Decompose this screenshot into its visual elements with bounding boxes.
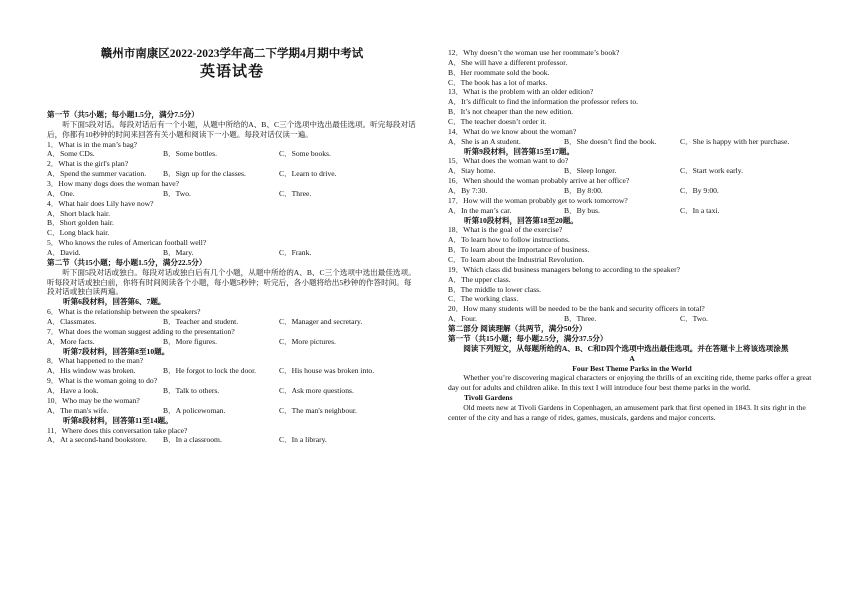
exam-title: 赣州市南康区2022-2023学年高二下学期4月期中考试 (100, 48, 364, 60)
question-14: 14．What do we know about the woman? (448, 126, 577, 136)
section2-heading: 第二节（共15小题；每小题1.5分，满分22.5分） (47, 257, 207, 267)
question-18: 18．What is the goal of the exercise? (448, 225, 563, 235)
option-b: B．Short golden hair. (47, 218, 114, 228)
passage-letter: A (629, 353, 635, 363)
option-b: B．In a classroom. (163, 435, 222, 445)
option-c: C．The man's neighbour. (279, 405, 357, 415)
passage-paragraph-2: Old meets new at Tivoli Gardens in Copenhagen, an amusement park that first opened in 1843. It sits right in the center of the city and has a range of rides, games, musicals, gardens and major concerts. (448, 402, 806, 422)
part2-instructions: 阅读下列短文，从每题所给的A、B、C和D四个选项中选出最佳选项。并在答题卡上将该选项涂黑 (463, 343, 789, 353)
listening-note-10: 听第10段材料，回答第18至20题。 (464, 215, 578, 225)
exam-subtitle: 英语试卷 (199, 64, 264, 80)
question-3: 3．How many dogs does the woman have? (47, 179, 180, 189)
option-b: B．Mary. (163, 248, 194, 258)
section1-heading: 第一节（共5小题；每小题1.5分，满分7.5分） (47, 110, 199, 119)
option-a: A．Some CDs. (47, 149, 95, 159)
option-a: A．David. (47, 248, 81, 258)
option-c: C．The working class. (448, 294, 519, 304)
option-a: A．The upper class. (448, 274, 511, 284)
option-c: C．In a taxi. (680, 205, 720, 215)
question-10: 10．Who may be the woman? (47, 395, 140, 405)
option-b: B．By bus. (564, 205, 600, 215)
right-column (448, 48, 816, 423)
option-a: A．It’s difficult to find the information the professor refers to. (448, 97, 639, 107)
passage-subheading-tivoli: Tivoli Gardens (464, 393, 513, 403)
passage-title: Four Best Theme Parks in the World (572, 363, 692, 373)
option-b: B．Her roommate sold the book. (448, 67, 550, 77)
question-3-options (47, 189, 417, 199)
option-b: B．Three. (564, 314, 597, 324)
section1-instructions: 听下面5段对话。每段对话后有一个小题，从题中所给的A、B、C三个选项中选出最佳选项。听完每段对话后，你都有10秒钟的时间来回答有关小题和阅读下一小题。每段对话仅读一遍。 (47, 119, 416, 139)
question-7: 7．What does the woman suggest adding to the presentation? (47, 326, 235, 336)
option-a: A．The man's wife. (47, 405, 109, 415)
question-6: 6．What is the relationship between the speakers? (47, 307, 201, 317)
option-b: B．Sign up for the classes. (163, 169, 246, 179)
option-a: A．Short black hair. (47, 208, 111, 218)
option-c: C．Frank. (279, 248, 312, 258)
question-16-options (448, 186, 816, 196)
listening-note-8: 听第8段材料，回答第11至14题。 (63, 415, 173, 425)
passage-paragraph-1: Whether you’re discovering magical characters or enjoying the thrills of an exciting ride, theme parks offer a great day out for adults and children alike. In this text I will introduce four best theme parks in the world. (448, 373, 812, 393)
option-b: B．Talk to others. (163, 386, 220, 396)
question-20: 20．How many students will be needed to be the bank and security officers in total? (448, 304, 705, 314)
option-b: B．Two. (163, 188, 191, 198)
left-column (47, 110, 417, 445)
option-c: C．His house was broken into. (279, 366, 375, 376)
option-a: A．Have a look. (47, 386, 99, 396)
option-b: B．Some bottles. (163, 149, 218, 159)
question-1-options (47, 149, 417, 159)
question-17: 17．How will the woman probably get to work tomorrow? (448, 195, 628, 205)
question-7-options (47, 337, 417, 347)
part2-section1-heading: 第一节（共15小题；每小题2.5分，满分37.5分） (448, 333, 608, 343)
question-17-options (448, 206, 816, 216)
option-a: A．At a second-hand bookstore. (47, 435, 147, 445)
question-15: 15．What does the woman want to do? (448, 156, 569, 166)
option-c: C．Manager and secretary. (279, 317, 363, 327)
option-a: A．To learn how to follow instructions. (448, 235, 570, 245)
option-a: A．She is an A student. (448, 136, 521, 146)
question-2: 2．What is the girl's plan? (47, 159, 129, 169)
option-a: A．By 7:30. (448, 186, 488, 196)
question-4: 4．What hair does Lily have now? (47, 198, 154, 208)
question-10-options (47, 406, 417, 416)
option-c: C．In a library. (279, 435, 327, 445)
listening-note-6: 听第6段材料，回答第6、7题。 (63, 297, 166, 307)
option-c: C．The book has a lot of marks. (448, 77, 548, 87)
option-a: A．In the man’s car. (448, 205, 512, 215)
option-c: C．The teacher doesn’t order it. (448, 117, 547, 127)
option-c: C．Learn to drive. (279, 169, 337, 179)
listening-note-9: 听第9段材料，回答第15至17题。 (464, 146, 575, 156)
question-5: 5．Who knows the rules of American football well? (47, 238, 207, 248)
option-a: A．Four. (448, 314, 477, 324)
option-c: C．Three. (279, 188, 312, 198)
listening-note-7: 听第7段材料，回答第8至10题。 (63, 346, 170, 356)
option-c: C．Some books. (279, 149, 331, 159)
part2-heading: 第二部分 阅读理解（共两节，满分50分） (448, 324, 587, 334)
question-8: 8．What happened to the man? (47, 356, 144, 366)
question-1: 1．What is in the man’s bag? (47, 139, 138, 149)
option-c: C．By 9:00. (680, 186, 719, 196)
question-14-options (448, 137, 816, 147)
option-b: B．It’s not cheaper than the new edition. (448, 107, 574, 117)
option-a: A．Spend the summer vacation. (47, 169, 147, 179)
option-b: B．By 8:00. (564, 186, 603, 196)
option-c: C．Start work early. (680, 166, 743, 176)
option-b: B．To learn about the importance of business. (448, 245, 590, 255)
question-19: 19．Which class did business managers belong to according to the speaker? (448, 264, 680, 274)
question-11-options (47, 435, 417, 445)
option-c: C．She is happy with her purchase. (680, 136, 790, 146)
option-b: B．More figures. (163, 336, 217, 346)
question-16: 16．When should the woman probably arrive at her office? (448, 176, 630, 186)
question-9-options (47, 386, 417, 396)
question-9: 9．What is the woman going to do? (47, 376, 158, 386)
question-6-options (47, 317, 417, 327)
option-a: A．More facts. (47, 336, 95, 346)
option-a: A．Stay home. (448, 166, 496, 176)
option-b: B．He forgot to lock the door. (163, 366, 257, 376)
option-a: A．She will have a different professor. (448, 57, 568, 67)
option-a: A．One. (47, 188, 75, 198)
option-a: A．Classmates. (47, 317, 97, 327)
option-b: B．The middle to lower class. (448, 284, 542, 294)
question-20-options (448, 314, 816, 324)
option-c: C．Long black hair. (47, 228, 110, 238)
question-5-options (47, 248, 417, 258)
option-b: B．Sleep longer. (564, 166, 617, 176)
option-c: C．Ask more questions. (279, 386, 354, 396)
question-13: 13．What is the problem with an older edition? (448, 87, 594, 97)
option-c: C．More pictures. (279, 336, 336, 346)
option-b: B．Teacher and student. (163, 317, 239, 327)
question-2-options (47, 169, 417, 179)
question-11: 11．Where does this conversation take place? (47, 425, 188, 435)
option-c: C．To learn about the Industrial Revolution. (448, 255, 585, 265)
section2-instructions: 听下面5段对话或独白。每段对话或独白后有几个小题，从题中所给的A、B、C三个选项中选出最佳选项。听每段对话或独白前，你将有时间阅读各个小题，每小题5秒钟；听完后，各小题将给出5秒钟的作答时间。每段对话或独白读两遍。 (47, 267, 416, 297)
question-8-options (47, 366, 417, 376)
question-15-options (448, 166, 816, 176)
question-12: 12．Why doesn’t the woman use her roommate’s book? (448, 48, 620, 57)
option-c: C．Two. (680, 314, 708, 324)
option-b: B．A policewoman. (163, 405, 226, 415)
option-b: B．She doesn’t find the book. (564, 136, 657, 146)
option-a: A．His window was broken. (47, 366, 136, 376)
